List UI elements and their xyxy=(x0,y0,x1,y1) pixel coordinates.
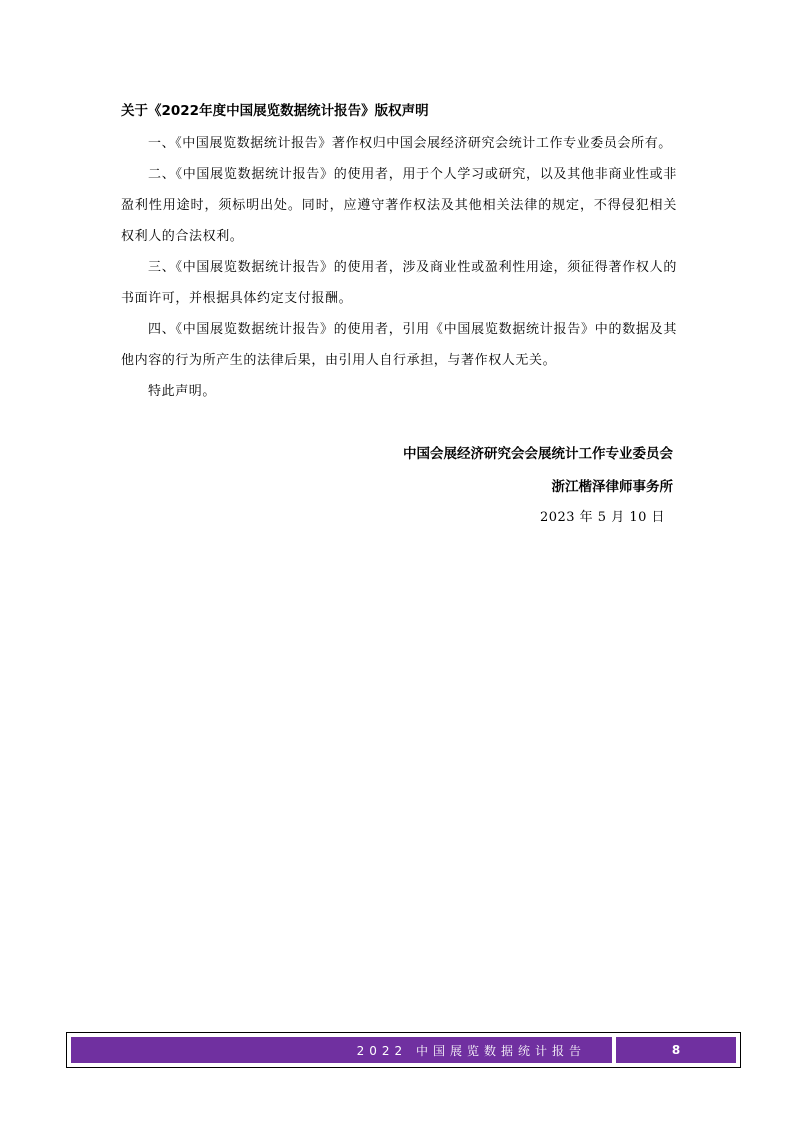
page-footer xyxy=(66,1032,741,1068)
paragraph-4: 四、《中国展览数据统计报告》的使用者，引用《中国展览数据统计报告》中的数据及其他内容的行为所产生的法律后果，由引用人自行承担，与著作权人无关。 xyxy=(121,322,677,368)
footer-report-title: 2022 中国展览数据统计报告 xyxy=(71,1037,612,1063)
closing-statement: 特此声明。 xyxy=(148,384,217,399)
footer-bar xyxy=(71,1037,736,1063)
signature-organization-1: 中国会展经济研究会会展统计工作专业委员会 xyxy=(403,446,673,462)
footer-page-number: 8 xyxy=(616,1037,736,1063)
document-body xyxy=(121,128,677,407)
paragraph-3: 三、《中国展览数据统计报告》的使用者，涉及商业性或盈利性用途，须征得著作权人的书面许可，并根据具体约定支付报酬。 xyxy=(121,260,677,306)
signature-organization-2: 浙江楷泽律师事务所 xyxy=(551,479,673,495)
paragraph-2: 二、《中国展览数据统计报告》的使用者，用于个人学习或研究，以及其他非商业性或非盈利性用途时，须标明出处。同时，应遵守著作权法及其他相关法律的规定，不得侵犯相关权利人的合法权利。 xyxy=(121,167,677,244)
document-title: 关于《2022年度中国展览数据统计报告》版权声明 xyxy=(121,103,429,119)
paragraph-1: 一、《中国展览数据统计报告》著作权归中国会展经济研究会统计工作专业委员会所有。 xyxy=(148,136,672,151)
signature-date: 2023 年 5 月 10 日 xyxy=(539,510,665,525)
